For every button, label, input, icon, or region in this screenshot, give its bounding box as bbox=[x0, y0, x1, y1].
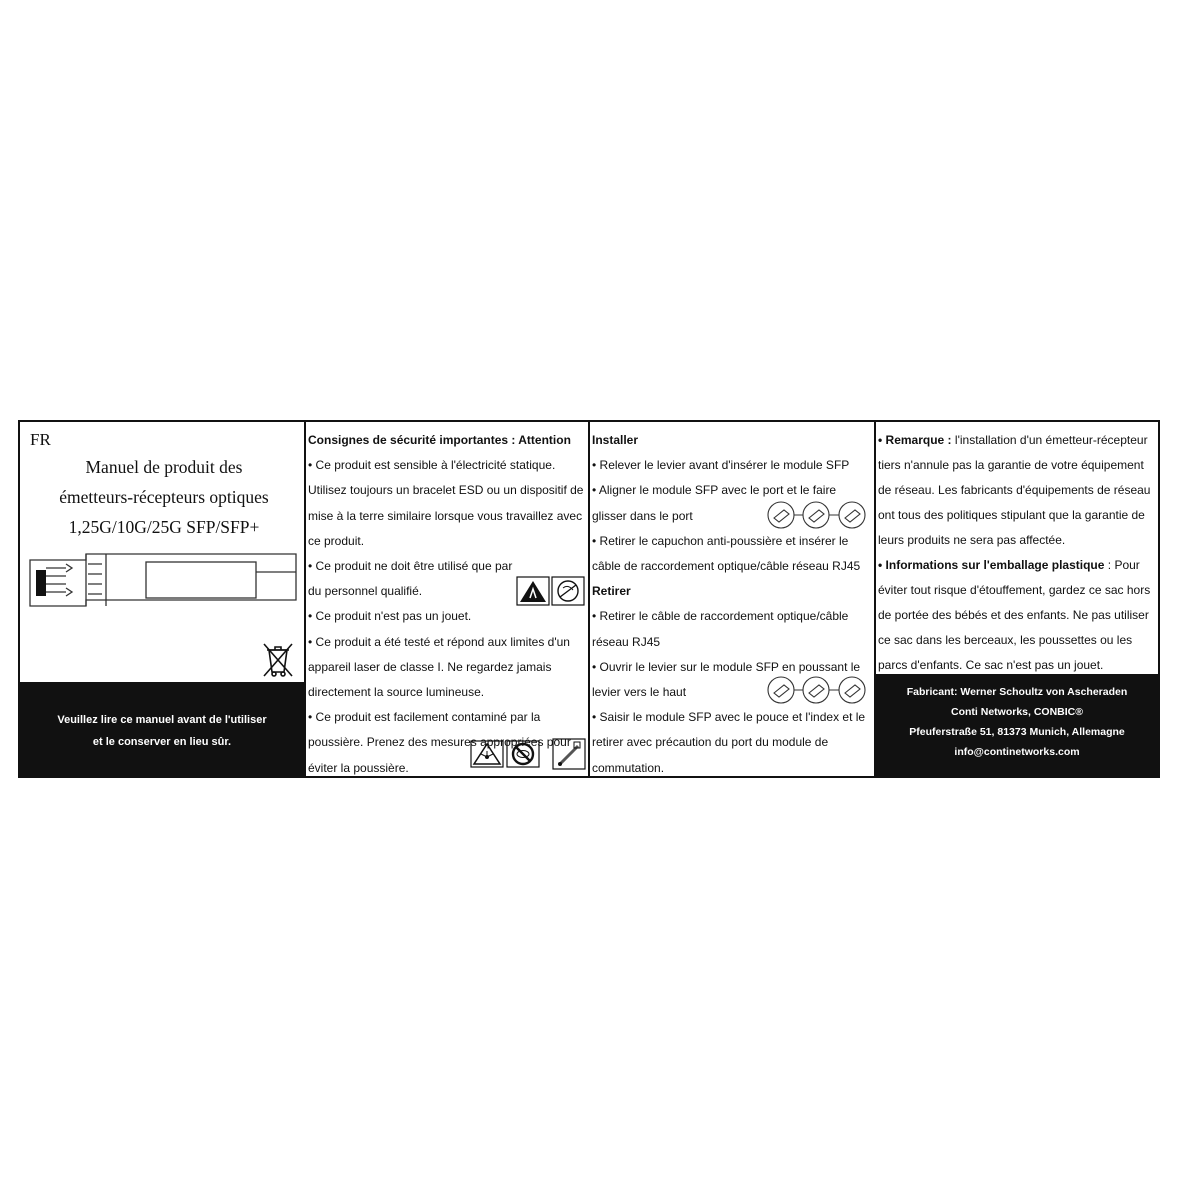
dust-cap-icon bbox=[552, 738, 586, 770]
packaging-paragraph bbox=[878, 553, 1154, 678]
manufacturer-block bbox=[876, 674, 1158, 776]
safety-item: • Ce produit n'est pas un jouet. bbox=[308, 609, 472, 624]
note-line: Veuillez lire ce manuel avant de l'utiliser bbox=[57, 714, 267, 726]
install-step: • Relever le levier avant d'insérer le module SFP bbox=[592, 458, 850, 473]
manufacturer-line: Fabricant: Werner Schoultz von Ascheraden bbox=[906, 686, 1128, 698]
title-line: Manuel de produit des bbox=[85, 457, 243, 477]
remark-paragraph bbox=[878, 428, 1154, 553]
safety-item: • Ce produit est facilement contaminé par la poussière. Prenez des mesures appropriées pour éviter la poussière. bbox=[308, 710, 571, 775]
safety-item: • Ce produit a été testé et répond aux limites d'un appareil laser de classe I. Ne regardez jamais directement la source lumineuse. bbox=[308, 634, 570, 700]
no-eye-contact-icon bbox=[506, 740, 540, 768]
install-step: • Retirer le capuchon anti-poussière et insérer le câble de raccordement optique/câble réseau RJ45 bbox=[592, 533, 861, 574]
manual-strip bbox=[18, 420, 1160, 778]
esd-warning-icon bbox=[516, 576, 550, 606]
safety-heading: Consignes de sécurité importantes : Attention bbox=[308, 433, 571, 447]
notice-panel bbox=[876, 422, 1158, 776]
language-code: FR bbox=[30, 430, 51, 449]
manufacturer-line: Conti Networks, CONBIC® bbox=[951, 706, 1083, 718]
safety-panel bbox=[306, 422, 590, 776]
install-heading: Installer bbox=[592, 433, 639, 447]
remove-step: • Ouvrir le levier sur le module SFP en poussant le levier vers le haut bbox=[592, 659, 861, 700]
sfp-module-drawing-icon bbox=[26, 548, 302, 618]
remove-step: • Saisir le module SFP avec le pouce et l'index et le retirer avec précaution du port du module de commutation. bbox=[592, 710, 866, 775]
install-text bbox=[592, 428, 870, 781]
weee-bin-icon bbox=[260, 640, 296, 680]
manufacturer-line: Pfeuferstraße 51, 81373 Munich, Allemagne bbox=[909, 726, 1125, 738]
install-steps-illustration-icon bbox=[766, 500, 870, 530]
packaging-text: : Pour éviter tout risque d'étouffement, gardez ce sac hors de portée des bébés et des enfants. Ne pas utiliser ce sac dans les berceaux, les poussettes ou les parcs d'enfants. Ce sac n'est pas un jouet. bbox=[878, 558, 1151, 672]
esd-wristband-icon bbox=[551, 576, 585, 606]
notice-text bbox=[878, 428, 1154, 678]
install-panel bbox=[590, 422, 876, 776]
note-line: et le conserver en lieu sûr. bbox=[92, 736, 232, 748]
install-step: • Aligner le module SFP avec le port et le faire glisser dans le port bbox=[592, 483, 837, 523]
manufacturer-email: info@continetworks.com bbox=[954, 746, 1080, 758]
safety-item: • Ce produit ne doit être utilisé que par du personnel qualifié. bbox=[308, 559, 513, 599]
manual-title bbox=[36, 452, 292, 542]
cover-panel bbox=[20, 422, 306, 776]
remark-label: • Remarque : bbox=[878, 433, 952, 447]
laser-warning-icon bbox=[470, 740, 504, 768]
title-line: 1,25G/10G/25G SFP/SFP+ bbox=[68, 517, 260, 537]
remove-heading: Retirer bbox=[592, 584, 631, 599]
remark-text: l'installation d'un émetteur-récepteur tiers n'annule pas la garantie de votre équipement de réseau. Les fabricants d'équipements de réseau ont tous des politiques stipulant que la garantie de leurs produits ne sera pas affectée. bbox=[878, 433, 1151, 547]
title-line: émetteurs-récepteurs optiques bbox=[59, 487, 269, 507]
packaging-label: • Informations sur l'emballage plastique bbox=[878, 558, 1105, 572]
remove-steps-illustration-icon bbox=[766, 674, 870, 706]
read-before-use-note bbox=[20, 682, 304, 776]
remove-step: • Retirer le câble de raccordement optique/câble réseau RJ45 bbox=[592, 609, 849, 649]
safety-item: • Ce produit est sensible à l'électricité statique. Utilisez toujours un bracelet ESD ou un dispositif de mise à la terre similaire lorsque vous travaillez avec ce produit. bbox=[308, 458, 584, 548]
